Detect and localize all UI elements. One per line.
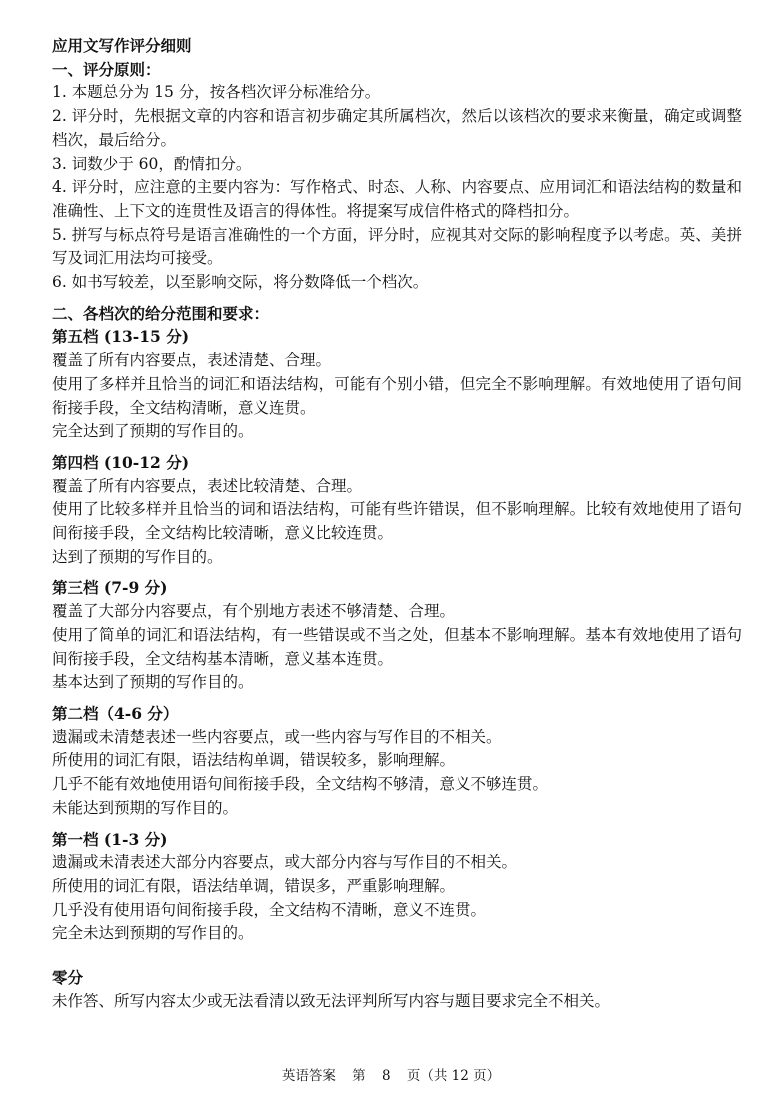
band-line: 使用了比较多样并且恰当的词和语法结构，可能有些许错误，但不影响理解。比较有效地使用了语句间衔接手段，全文结构比较清晰，意义比较连贯。 bbox=[52, 500, 742, 543]
principle-item-2: 2. 评分时，先根据文章的内容和语言初步确定其所属档次，然后以该档次的要求来衡量，确定或调整档次，最后给分。 bbox=[52, 107, 742, 149]
band-4 bbox=[52, 451, 742, 570]
footer-prefix: 第 bbox=[352, 1068, 366, 1084]
principle-item-4: 4. 评分时，应注意的主要内容为：写作格式、时态、人称、内容要点、应用词汇和语法结构的数量和准确性、上下文的连贯性及语言的得体性。将提案写成信件格式的降档扣分。 bbox=[52, 178, 742, 220]
band-line: 几乎不能有效地使用语句间衔接手段，全文结构不够清，意义不够连贯。 bbox=[52, 775, 549, 794]
band-zero bbox=[52, 966, 742, 1013]
band-title: 第二档（4-6 分） bbox=[52, 703, 179, 723]
bands-heading: 二、各档次的给分范围和要求： bbox=[52, 303, 270, 323]
band-line: 使用了简单的词汇和语法结构，有一些错误或不当之处，但基本不影响理解。基本有效地使用了语句间衔接手段，全文结构基本清晰，意义基本连贯。 bbox=[52, 625, 742, 668]
band-3 bbox=[52, 576, 742, 695]
band-line: 几乎没有使用语句间衔接手段，全文结构不清晰，意义不连贯。 bbox=[52, 900, 487, 919]
document-body bbox=[52, 34, 742, 1013]
band-line: 遗漏或未清表述大部分内容要点，或大部分内容与写作目的不相关。 bbox=[52, 853, 518, 872]
footer-page-number: 8 bbox=[381, 1068, 391, 1084]
band-line: 覆盖了大部分内容要点，有个别地方表述不够清楚、合理。 bbox=[52, 602, 456, 621]
principle-item-3: 3. 词数少于 60，酌情扣分。 bbox=[52, 154, 252, 173]
band-line: 未能达到预期的写作目的。 bbox=[52, 798, 239, 817]
band-title: 第一档 (1-3 分) bbox=[52, 829, 168, 849]
principle-item-1: 1. 本题总分为 15 分，按各档次评分标准给分。 bbox=[52, 83, 381, 102]
band-1 bbox=[52, 828, 742, 947]
band-title: 第三档 (7-9 分) bbox=[52, 578, 168, 598]
zero-title: 零分 bbox=[52, 968, 84, 988]
band-2 bbox=[52, 702, 742, 821]
band-line: 完全未达到预期的写作目的。 bbox=[52, 924, 254, 943]
band-line: 覆盖了所有内容要点，表述清楚、合理。 bbox=[52, 351, 332, 370]
band-line: 达到了预期的写作目的。 bbox=[52, 547, 223, 566]
principle-item-5: 5. 拼写与标点符号是语言准确性的一个方面，评分时，应视其对交际的影响程度予以考虑。英、美拼写及词汇用法均可接受。 bbox=[52, 225, 742, 268]
page-footer bbox=[0, 1067, 782, 1085]
footer-suffix: 页（共 12 页） bbox=[406, 1068, 501, 1084]
band-line: 完全达到了预期的写作目的。 bbox=[52, 422, 254, 441]
principles-heading: 一、评分原则： bbox=[52, 59, 161, 79]
document-title: 应用文写作评分细则 bbox=[52, 36, 192, 55]
band-title: 第五档 (13-15 分) bbox=[52, 327, 190, 347]
band-title: 第四档 (10-12 分) bbox=[52, 452, 190, 472]
band-5 bbox=[52, 325, 742, 444]
band-line: 基本达到了预期的写作目的。 bbox=[52, 673, 254, 692]
principle-item-6: 6. 如书写较差，以至影响交际，将分数降低一个档次。 bbox=[52, 273, 429, 292]
footer-subject: 英语答案 bbox=[281, 1068, 336, 1084]
band-line: 所使用的词汇有限，语法结单调，错误多，严重影响理解。 bbox=[52, 876, 456, 895]
zero-text: 未作答、所写内容太少或无法看清以致无法评判所写内容与题目要求完全不相关。 bbox=[52, 991, 611, 1010]
band-line: 覆盖了所有内容要点，表述比较清楚、合理。 bbox=[52, 476, 363, 495]
band-line: 遗漏或未清楚表述一些内容要点，或一些内容与写作目的不相关。 bbox=[52, 727, 502, 746]
band-line: 使用了多样并且恰当的词汇和语法结构，可能有个别小错，但完全不影响理解。有效地使用了语句间衔接手段，全文结构清晰，意义连贯。 bbox=[52, 374, 742, 417]
band-line: 所使用的词汇有限，语法结构单调，错误较多，影响理解。 bbox=[52, 751, 456, 770]
